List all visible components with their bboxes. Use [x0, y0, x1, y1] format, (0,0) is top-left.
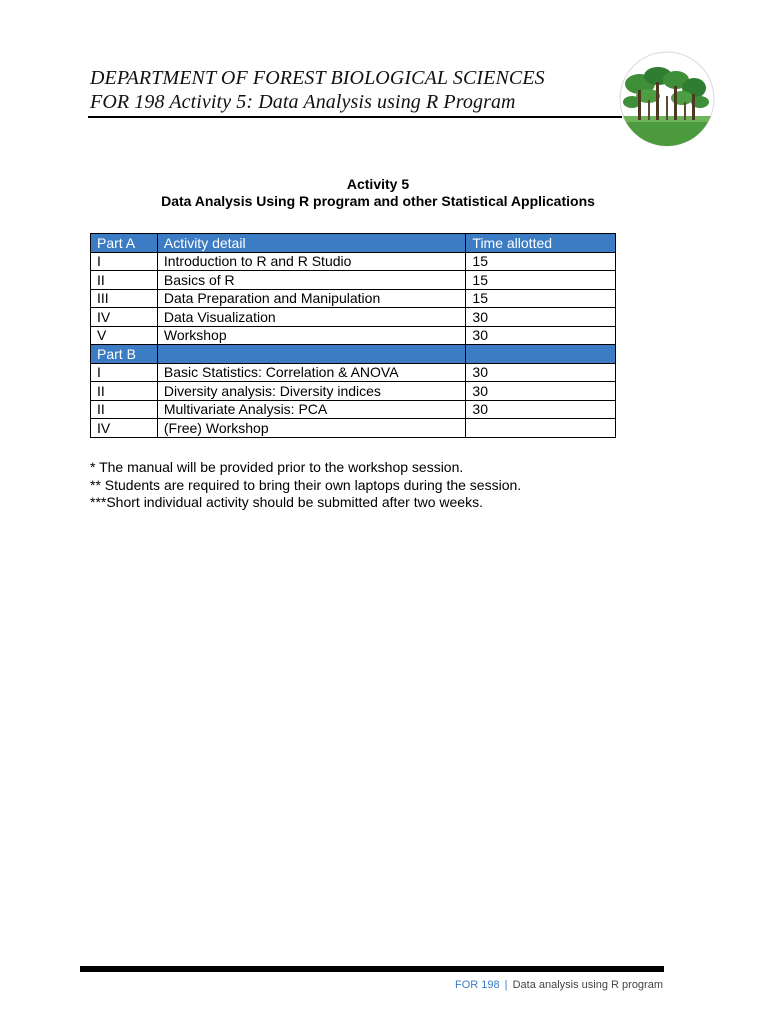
activity-number: Activity 5 [346, 176, 410, 192]
table-cell: I [91, 252, 158, 271]
table-cell: Diversity analysis: Diversity indices [157, 382, 466, 401]
table-row [91, 363, 616, 382]
table-cell: Workshop [157, 326, 466, 345]
table-cell: Multivariate Analysis: PCA [157, 400, 466, 419]
table-cell: 30 [466, 400, 616, 419]
table-cell: 15 [466, 252, 616, 271]
table-cell: II [91, 400, 158, 419]
footer-separator: | [504, 979, 508, 991]
footnote: ** Students are required to bring their own laptops during the session. [90, 476, 522, 493]
table-section-header-row [91, 345, 616, 364]
table-header-cell: Part A [91, 234, 158, 253]
footnote: * The manual will be provided prior to the workshop session. [90, 459, 464, 475]
table-header-cell: Time allotted [466, 234, 616, 253]
table-cell: II [91, 382, 158, 401]
table-cell: III [91, 289, 158, 308]
table-row [91, 308, 616, 327]
table-row [91, 326, 616, 345]
course-activity-title: FOR 198 Activity 5: Data Analysis using R Program [90, 91, 516, 113]
table-header-cell: Part B [91, 345, 158, 364]
footnotes [90, 459, 521, 512]
table-cell: Data Preparation and Manipulation [157, 289, 466, 308]
table-header-row [91, 234, 616, 253]
table-row [91, 382, 616, 401]
table-cell: 30 [466, 363, 616, 382]
table-cell: V [91, 326, 158, 345]
table-cell: Basic Statistics: Correlation & ANOVA [157, 363, 466, 382]
activity-schedule-table [90, 233, 616, 438]
table-row [91, 252, 616, 271]
table-cell [466, 419, 616, 438]
page-footer [455, 978, 663, 992]
table-cell: 30 [466, 308, 616, 327]
table-cell: Basics of R [157, 271, 466, 290]
footnote: ***Short individual activity should be submitted after two weeks. [90, 494, 483, 510]
department-title: DEPARTMENT OF FOREST BIOLOGICAL SCIENCES [90, 67, 545, 89]
table-row [91, 400, 616, 419]
footer-title: Data analysis using R program [512, 979, 663, 991]
table-cell: 30 [466, 326, 616, 345]
header-divider [88, 116, 622, 118]
table-cell: 15 [466, 271, 616, 290]
table-cell: Data Visualization [157, 308, 466, 327]
table-row [91, 419, 616, 438]
table-cell: 30 [466, 382, 616, 401]
footer-course-code: FOR 198 [454, 979, 500, 991]
activity-title: Data Analysis Using R program and other Statistical Applications [161, 193, 595, 209]
table-cell: II [91, 271, 158, 290]
table-cell: IV [91, 308, 158, 327]
table-header-cell: Activity detail [157, 234, 466, 253]
table-cell: IV [91, 419, 158, 438]
forest-trees-logo-icon [618, 50, 716, 148]
table-cell: I [91, 363, 158, 382]
table-cell: 15 [466, 289, 616, 308]
table-row [91, 271, 616, 290]
table-cell: (Free) Workshop [157, 419, 466, 438]
table-cell: Introduction to R and R Studio [157, 252, 466, 271]
footer-divider [80, 966, 664, 972]
table-header-cell [157, 345, 466, 364]
table-row [91, 289, 616, 308]
table-header-cell [466, 345, 616, 364]
